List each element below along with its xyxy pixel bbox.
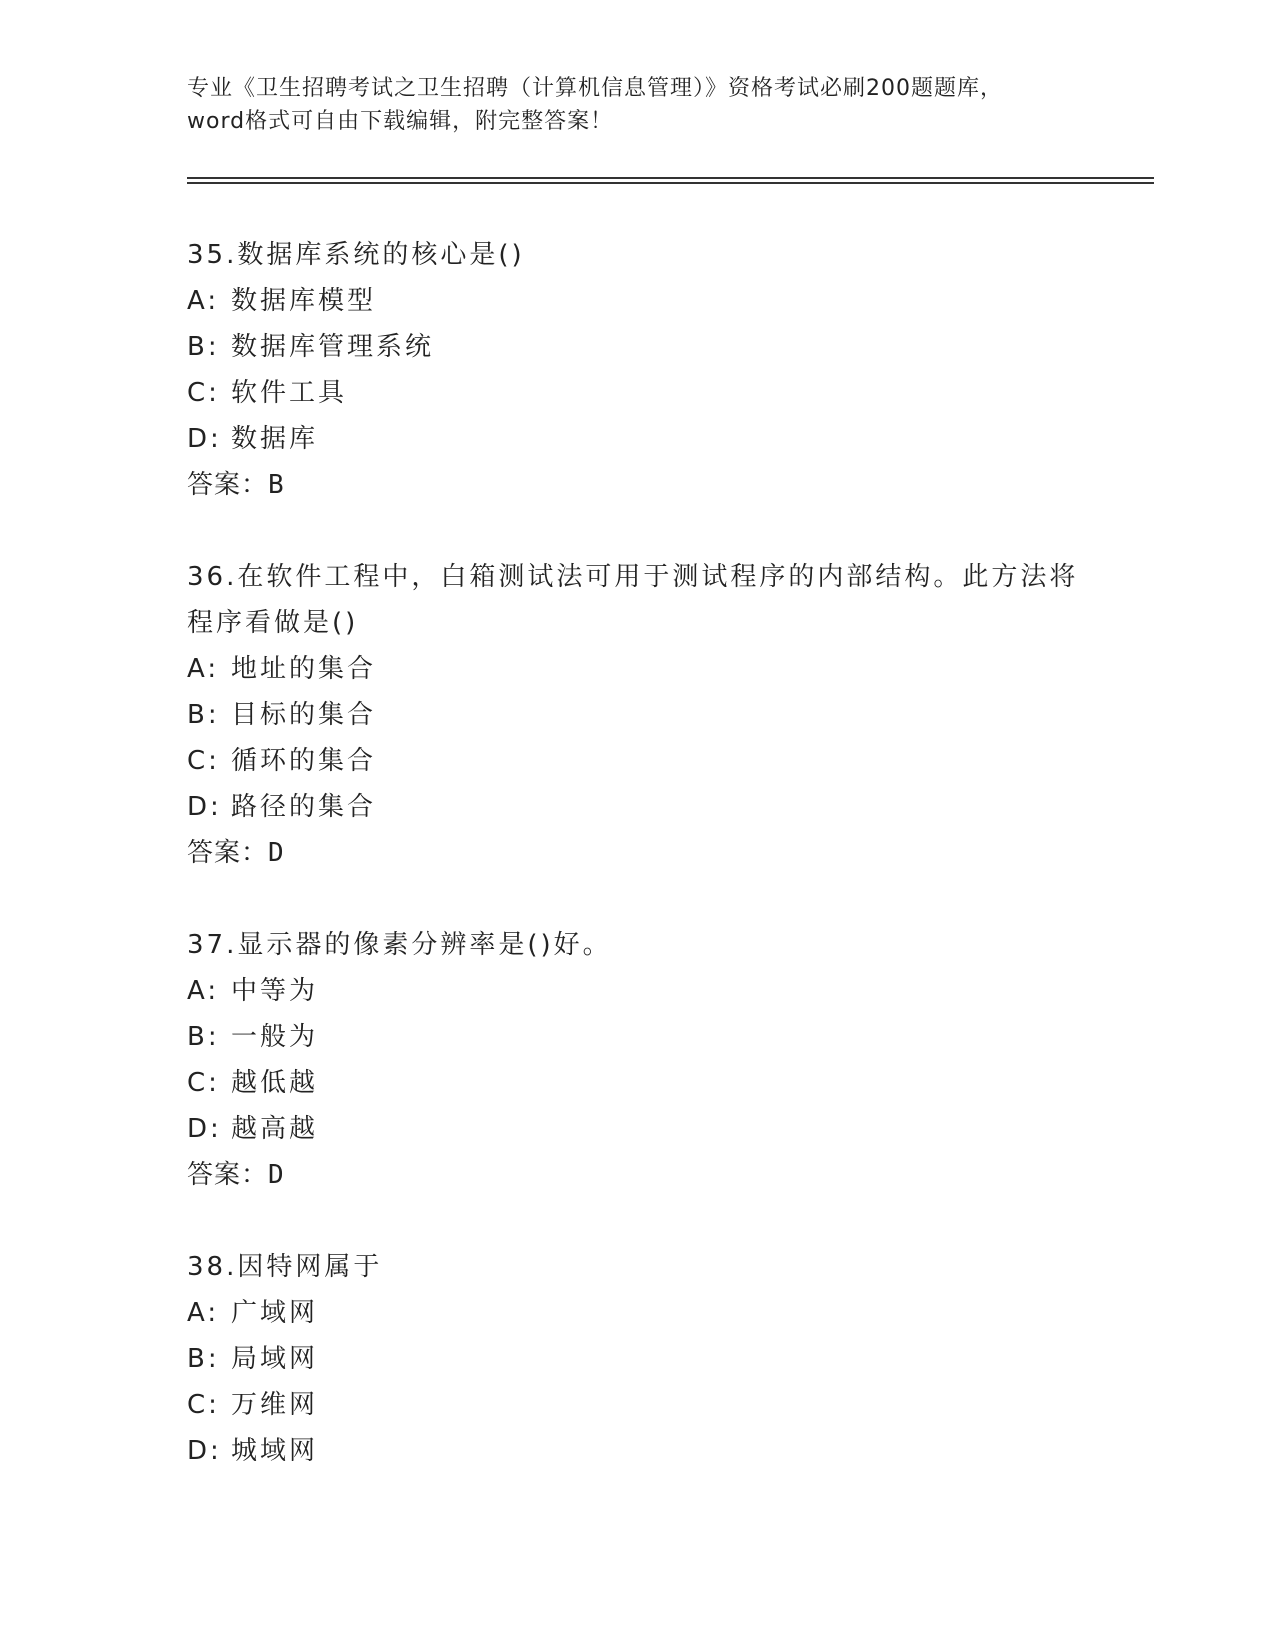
option-a	[187, 278, 1087, 324]
header-divider-bottom	[187, 182, 1154, 184]
option-text: 数据库	[231, 424, 319, 454]
answer-label: 答案：	[187, 838, 269, 868]
option-text: 软件工具	[231, 378, 348, 408]
option-letter: C:	[187, 746, 220, 776]
option-a	[187, 968, 1087, 1014]
option-text: 目标的集合	[231, 700, 377, 730]
option-text: 越高越	[231, 1114, 319, 1144]
option-letter: A:	[187, 976, 220, 1006]
option-text: 万维网	[231, 1390, 319, 1420]
option-text: 路径的集合	[231, 792, 377, 822]
option-letter: C:	[187, 1068, 220, 1098]
question-stem-line: 38.因特网属于	[187, 1252, 383, 1282]
option-a	[187, 646, 1087, 692]
option-letter: B:	[187, 1022, 220, 1052]
question-stem	[187, 232, 1087, 278]
question-stem-line: 35.数据库系统的核心是()	[187, 240, 525, 270]
option-letter: C:	[187, 1390, 220, 1420]
option-b	[187, 692, 1087, 738]
option-letter: A:	[187, 1298, 220, 1328]
option-text: 数据库管理系统	[231, 332, 435, 362]
answer-label: 答案：	[187, 1160, 269, 1190]
option-d	[187, 1106, 1087, 1152]
option-c	[187, 1382, 1087, 1428]
document-header	[187, 72, 1087, 138]
option-text: 一般为	[231, 1022, 319, 1052]
option-b	[187, 1336, 1087, 1382]
question-38	[187, 1244, 1087, 1474]
answer-label: 答案：	[187, 470, 269, 500]
question-list	[187, 232, 1087, 1520]
option-text: 局域网	[231, 1344, 319, 1374]
option-letter: D:	[187, 1114, 222, 1144]
option-b	[187, 324, 1087, 370]
option-d	[187, 416, 1087, 462]
option-c	[187, 1060, 1087, 1106]
option-text: 循环的集合	[231, 746, 377, 776]
option-letter: D:	[187, 424, 222, 454]
option-letter: A:	[187, 654, 220, 684]
answer-value: B	[268, 470, 285, 500]
question-stem	[187, 922, 1087, 968]
option-c	[187, 370, 1087, 416]
question-35	[187, 232, 1087, 508]
question-stem	[187, 1244, 1087, 1290]
option-text: 越低越	[231, 1068, 319, 1098]
option-letter: B:	[187, 332, 220, 362]
option-text: 数据库模型	[231, 286, 377, 316]
answer-line	[187, 1152, 1087, 1198]
option-text: 中等为	[231, 976, 319, 1006]
answer-value: D	[268, 1160, 285, 1190]
option-a	[187, 1290, 1087, 1336]
question-stem-line: 程序看做是()	[187, 608, 359, 638]
option-letter: D:	[187, 792, 222, 822]
question-stem	[187, 554, 1087, 646]
answer-value: D	[268, 838, 285, 868]
question-37	[187, 922, 1087, 1198]
option-b	[187, 1014, 1087, 1060]
option-letter: C:	[187, 378, 220, 408]
header-line-2: word格式可自由下载编辑，附完整答案！	[187, 109, 614, 134]
option-text: 广域网	[231, 1298, 319, 1328]
option-c	[187, 738, 1087, 784]
option-text: 地址的集合	[231, 654, 377, 684]
option-letter: B:	[187, 1344, 220, 1374]
option-text: 城域网	[231, 1436, 319, 1466]
header-line-1: 专业《卫生招聘考试之卫生招聘（计算机信息管理）》资格考试必刷200题题库，	[187, 76, 1003, 101]
question-stem-line: 36.在软件工程中，白箱测试法可用于测试程序的内部结构。此方法将	[187, 562, 1079, 592]
answer-line	[187, 462, 1087, 508]
question-36	[187, 554, 1087, 876]
option-letter: A:	[187, 286, 220, 316]
option-letter: D:	[187, 1436, 222, 1466]
option-d	[187, 784, 1087, 830]
option-d	[187, 1428, 1087, 1474]
question-stem-line: 37.显示器的像素分辨率是()好。	[187, 930, 612, 960]
header-divider-top	[187, 177, 1154, 179]
answer-line	[187, 830, 1087, 876]
option-letter: B:	[187, 700, 220, 730]
